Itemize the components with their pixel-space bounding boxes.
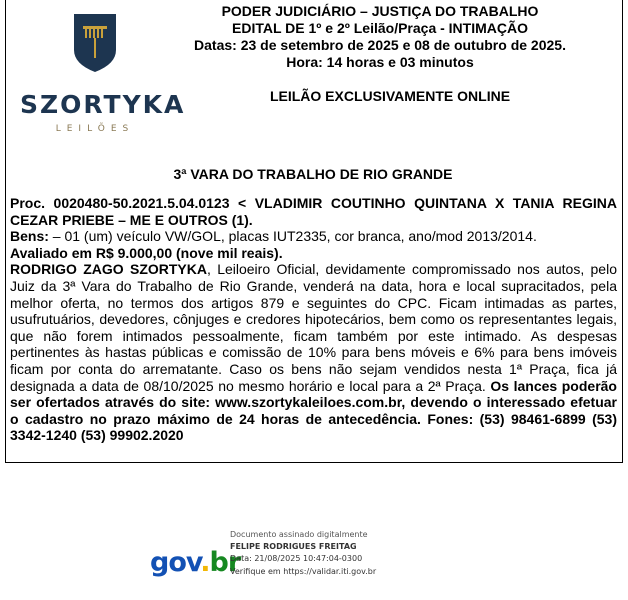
court-title: 3ª VARA DO TRABALHO DE RIO GRANDE xyxy=(173,166,453,182)
signer-name: FELIPE RODRIGUES FREITAG xyxy=(230,542,357,552)
signature-date: Data: 21/08/2025 10:47:04-0300 xyxy=(230,554,363,564)
signature-caption: Documento assinado digitalmente xyxy=(230,530,368,539)
appraisal-line: Avaliado em R$ 9.000,00 (nove mil reais). xyxy=(10,244,283,261)
govbr-logo: gov.br xyxy=(150,547,241,578)
digital-signature-stamp xyxy=(150,529,430,589)
goods-text: – 01 (um) veículo VW/GOL, placas IUT2335, cor branca, ano/mod 2013/2014. xyxy=(48,228,537,245)
gavel-shield-icon xyxy=(72,12,118,74)
auctioneer-paragraph xyxy=(10,261,617,444)
header-line-3: Datas: 23 de setembro de 2025 e 08 de outubro de 2025. xyxy=(194,37,566,53)
bidding-info: Os lances poderão ser ofertados através do site: www.szortykaleiloes.com.br, devendo o interessado efetuar o cadastro no prazo máximo de 24 horas de antecedência. Fones: (53) 98461-6899 (53) 3342-1240 (53) 99902.2020 xyxy=(10,377,617,444)
signature-details xyxy=(230,529,376,578)
brand-name: SZORTYKA xyxy=(20,90,186,119)
edital-header xyxy=(150,3,610,71)
header-line-1: PODER JUDICIÁRIO – JUSTIÇA DO TRABALHO xyxy=(221,3,539,19)
goods-label: Bens: xyxy=(10,228,49,245)
online-only-notice: LEILÃO EXCLUSIVAMENTE ONLINE xyxy=(269,88,511,104)
auctioneer-name: RODRIGO ZAGO SZORTYKA xyxy=(10,261,207,278)
verify-url: Verifique em https://validar.iti.gov.br xyxy=(230,566,377,576)
szortyka-logo xyxy=(20,12,186,142)
process-line: Proc. 0020480-50.2021.5.04.0123 < VLADIMIR COUTINHO QUINTANA X TANIA REGINA CEZAR PRIEBE – ME E OUTROS (1). xyxy=(10,195,617,228)
brand-subtitle: LEILÕES xyxy=(55,124,135,134)
header-line-4: Hora: 14 horas e 03 minutos xyxy=(286,54,474,70)
auctioneer-text: , Leiloeiro Oficial, devidamente compromissado nos autos, pelo Juiz da 3ª Vara do Trabalho de Rio Grande, venderá na data, hora e local supracitados, pela melhor oferta, no termos dos artigos 879 e seguintes do CPC. Ficam intimadas as partes, usufrutuários, devedores, cônjuges e credores hipotecários, bem como os representantes legais, que não forem intimados pessoalmente, ficam também por este intimado. As despesas pertinentes às hastas públicas e comissão de 10% para bens móveis e 6% para bens imóveis ficam por conta do arrematante. Caso os bens não sejam vendidos nesta 1ª Praça, fica já designada a data de 08/10/2025 no mesmo horário e local para a 2ª Praça. xyxy=(10,261,617,394)
edital-body xyxy=(10,195,617,444)
goods-paragraph xyxy=(10,228,617,245)
header-line-2: EDITAL DE 1º e 2º Leilão/Praça - INTIMAÇÃO xyxy=(232,20,528,36)
